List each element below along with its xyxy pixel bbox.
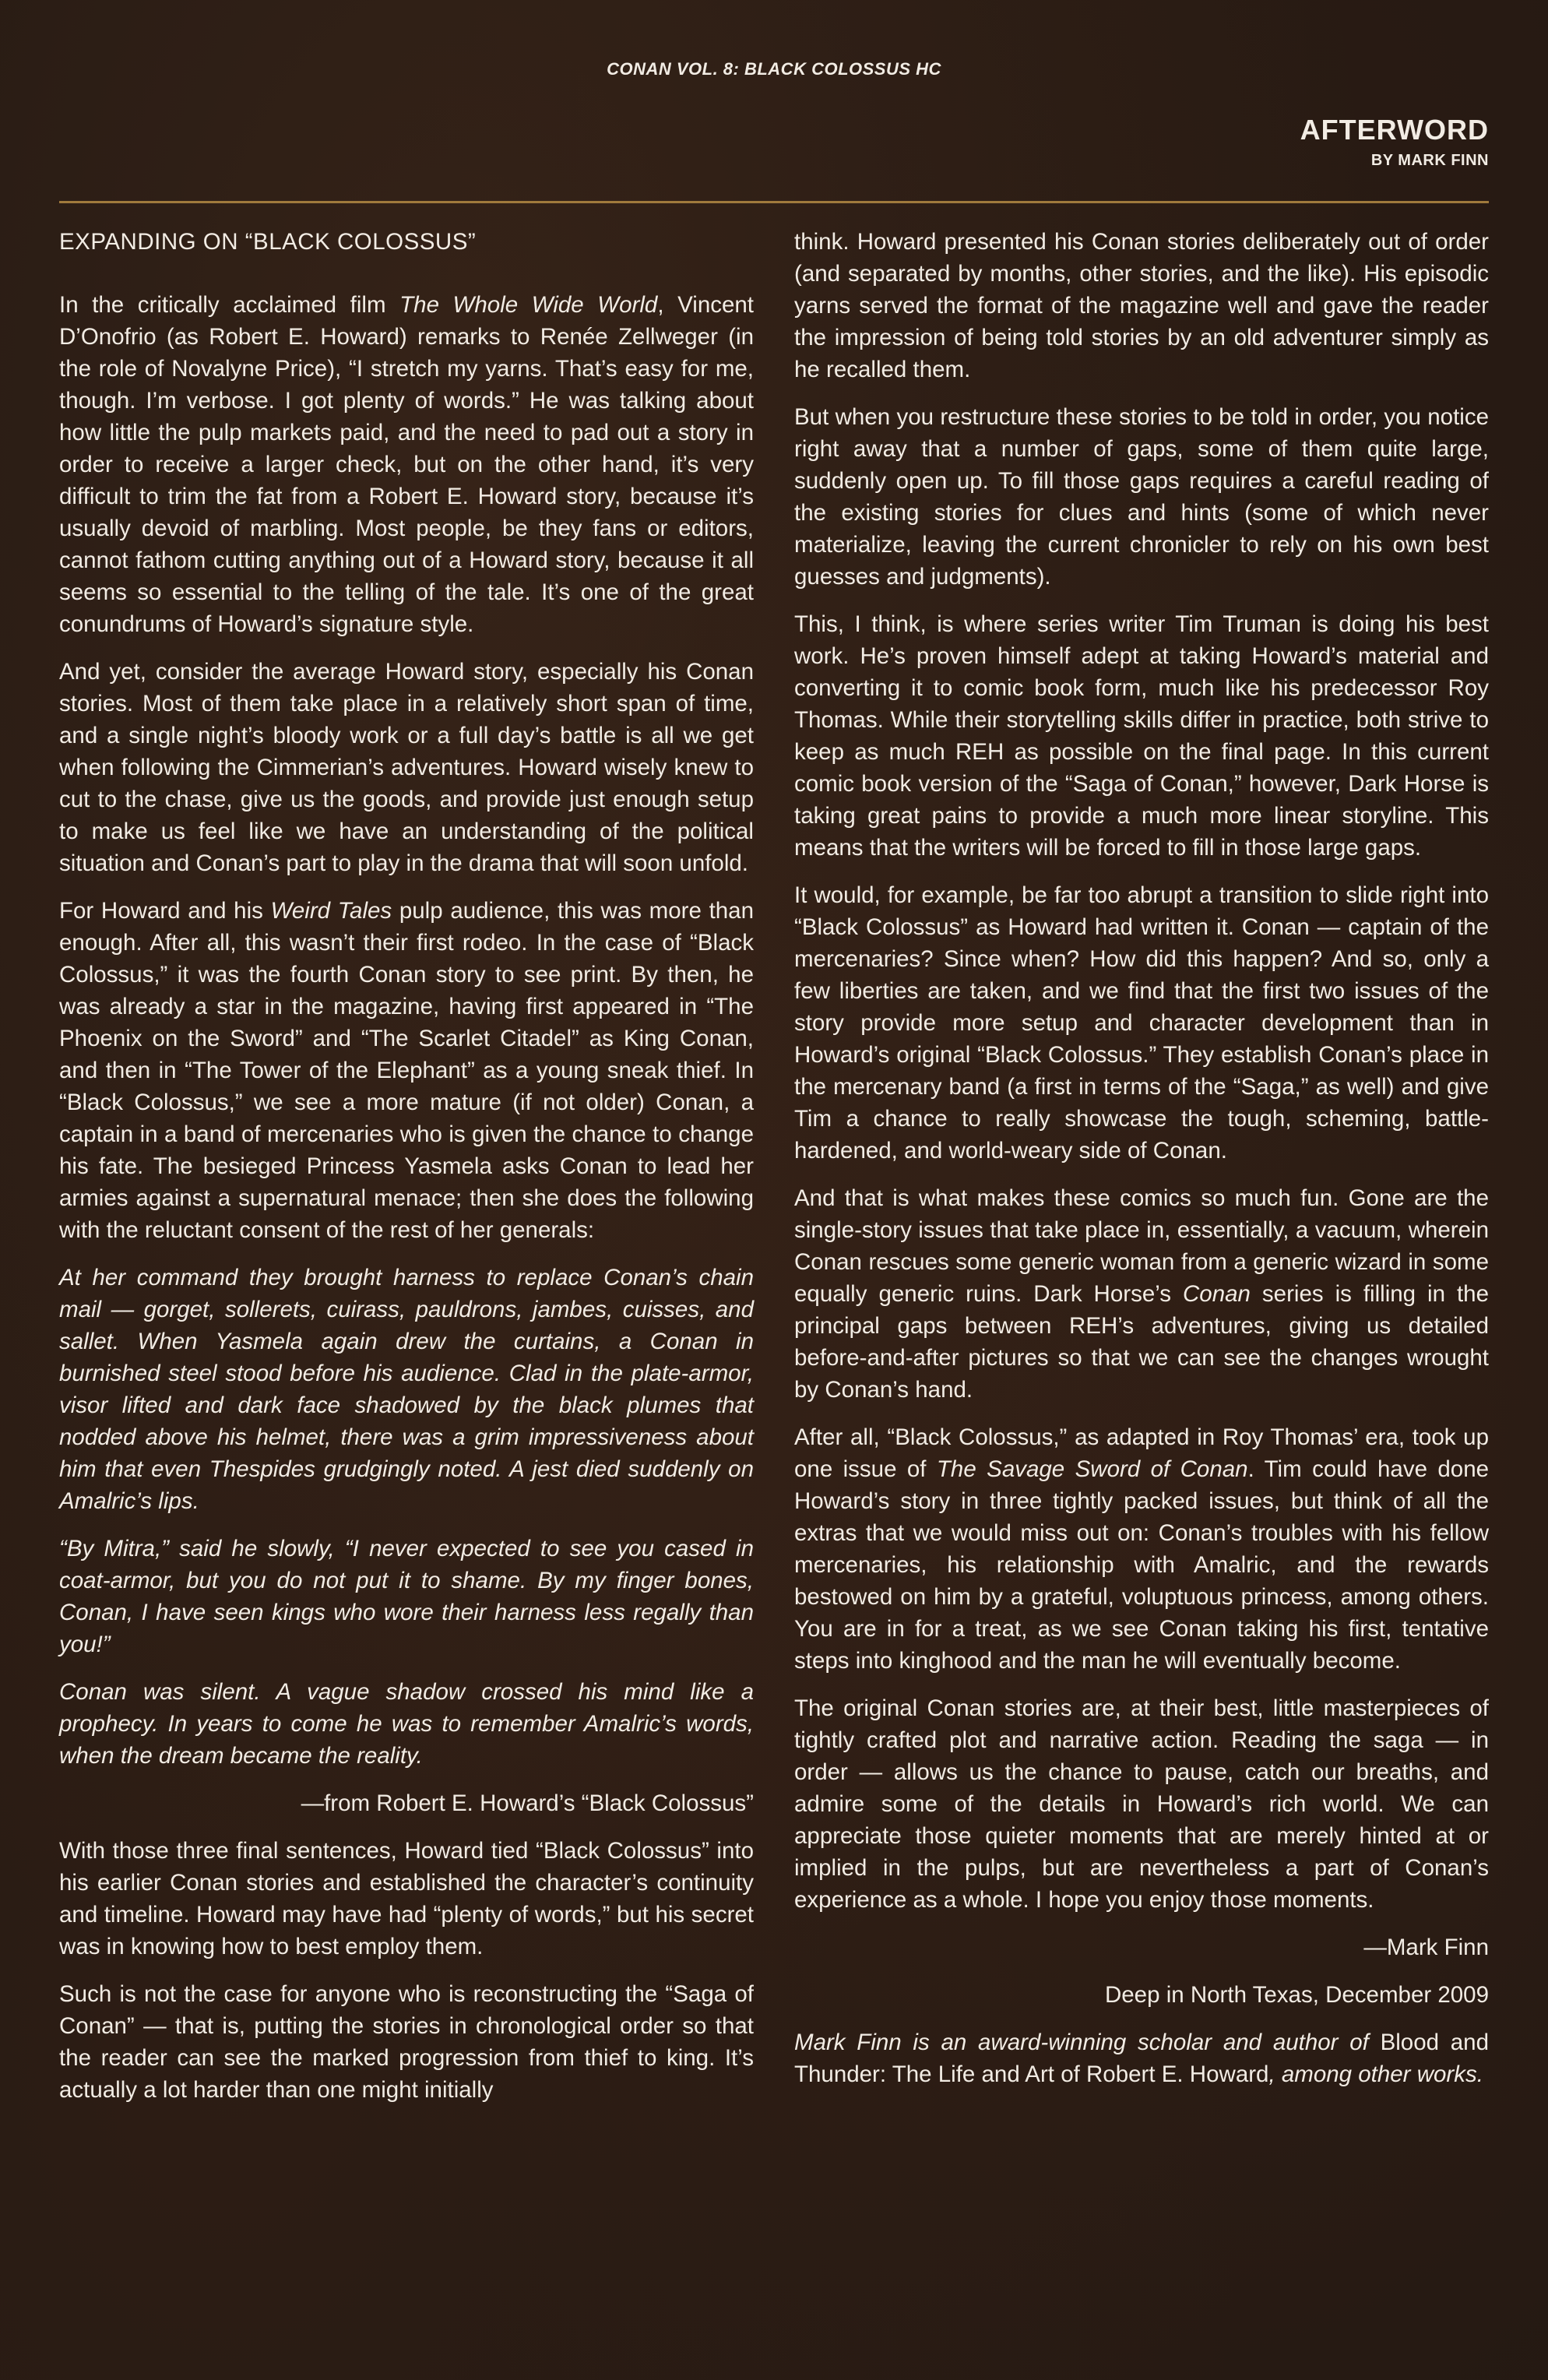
book-title: CONAN VOL. 8: BLACK COLOSSUS HC [607, 59, 941, 79]
signature: —Mark Finn [1363, 1935, 1489, 1960]
paragraph: And yet, consider the average Howard story, especially his Conan stories. Most of them take place in a relatively short span of time, and a single night’s bloody work or a full day’s battle is all we get when following the Cimmerian’s adventures. Howard wisely knew to cut to the chase, give us the goods, and provide just enough setup to make us feel like we have an understanding of the political situation and Conan’s part to play in the drama that will soon unfold. [59, 659, 754, 876]
signature-place-date: Deep in North Texas, December 2009 [1104, 1982, 1489, 2008]
text-span: pulp audience, this was more than enough. After all, this wasn’t their first rodeo. In the case of “Black Colossus,” it was the fourth Conan story to see print. By then, he was already a star in the magazine, having first appeared in “The Phoenix on the Sword” and “The Scarlet Citadel” as King Conan, and then in “The Tower of the Elephant” as a young sneak thief. In “Black Colossus,” we see a more mature (if not older) Conan, a captain in a band of mercenaries who is given the chance to change his fate. The besieged Princess Yasmela asks Conan to lead her armies against a supernatural menace; then she does the following with the reluctant consent of the rest of her generals: [59, 898, 754, 1243]
author-byline: BY MARK FINN [1370, 152, 1489, 170]
magazine-title: Weird Tales [270, 898, 392, 924]
text-span: . Tim could have done Howard’s story in three tightly packed issues, but think of all the extras that we would miss out on: Conan’s troubles with his fellow mercenaries, his relationship with Amalric, and the rewards bestowed on him by a grateful, voluptuous princess, among others. You are in for a treat, as we see Conan taking his first, tentative steps into kinghood and the man he will eventually become. [794, 1456, 1490, 1674]
text-span: series is filling in the principal gaps between REH’s adventures, giving us detailed before-and-after pictures so that we can see the changes wrought by Conan’s hand. [794, 1281, 1489, 1403]
header-divider [59, 201, 1489, 203]
bio-text: , among other works. [1268, 2061, 1483, 2087]
section-title: EXPANDING ON “BLACK COLOSSUS” [59, 229, 477, 255]
paragraph: The original Conan stories are, at their best, little masterpieces of tightly crafted plot and narrative action. Reading the saga — in order — allows us the chance to pause, catch our breaths, and admire some of the details in Howard’s rich world. We can appreciate those quieter moments that are merely hinted at or implied in the pulps, but are nevertheless a part of Conan’s experience as a whole. I hope you enjoy those moments. [794, 1695, 1489, 1913]
left-column [59, 226, 754, 2121]
text-span: For Howard and his [59, 898, 271, 924]
bio-text: Mark Finn is an award-winning scholar and author of [794, 2030, 1381, 2055]
text-span: And that is what makes these comics so much fun. Gone are the single-story issues that take place in, essentially, a vacuum, wherein Conan rescues some generic woman from a generic wizard in some equally generic ruins. Dark Horse’s [794, 1185, 1489, 1307]
right-column [794, 226, 1489, 2106]
quote-attribution: —from Robert E. Howard’s “Black Colossus” [301, 1790, 754, 1816]
paragraph [794, 1182, 1489, 1406]
series-title: Conan [1183, 1281, 1251, 1307]
text-span: , Vincent D’Onofrio (as Robert E. Howard) remarks to Renée Zellweger (in the role of Novalyne Price), “I stretch my yarns. That’s easy for me, though. I’m verbose. I got plenty of words.” He was talking about how little the pulp markets paid, and the need to pad out a story in order to receive a larger check, but on the other hand, it’s very difficult to trim the fat from a Robert E. Howard story, because it’s usually devoid of marbling. Most people, be they fans or editors, cannot fathom cutting anything out of a Howard story, because it all seems so essential to the telling of the tale. It’s one of the great conundrums of Howard’s signature style. [59, 292, 754, 637]
paragraph: But when you restructure these stories to be told in order, you notice right away that a number of gaps, some of them quite large, suddenly open up. To fill those gaps requires a careful reading of the existing stories for clues and hints (some of which never materialize, leaving the current chronicler to rely on his own best guesses and judgments). [794, 404, 1489, 590]
paragraph: Such is not the case for anyone who is reconstructing the “Saga of Conan” — that is, putting the stories in chronological order so that the reader can see the marked progression from thief to king. It’s actually a lot harder than one might initially [59, 1981, 754, 2103]
text-span: After all, “Black Colossus,” as adapted in Roy Thomas’ era, took up one issue of [794, 1424, 1489, 1482]
block-quote: Conan was silent. A vague shadow crossed his mind like a prophecy. In years to come he was to remember Amalric’s words, when the dream became the reality. [59, 1679, 754, 1769]
paragraph: This, I think, is where series writer Tim Truman is doing his best work. He’s proven himself adept at taking Howard’s material and converting it to comic book form, much like his predecessor Roy Thomas. While their storytelling skills differ in practice, both strive to keep as much REH as possible on the final page. In this current comic book version of the “Saga of Conan,” however, Dark Horse is taking great pains to provide a much more linear storyline. This means that the writers will be forced to fill in those large gaps. [794, 611, 1489, 861]
text-span: In the critically acclaimed film [59, 292, 400, 318]
block-quote: At her command they brought harness to replace Conan’s chain mail — gorget, sollerets, cuirass, pauldrons, jambes, cuisses, and sallet. When Yasmela again drew the curtains, a Conan in burnished steel stood before his audience. Clad in the plate-armor, visor lifted and dark face shadowed by the black plumes that nodded above his helmet, there was a grim impressiveness about him that even Thespides grudgingly noted. A jest died suddenly on Amalric’s lips. [59, 1265, 754, 1514]
paragraph: It would, for example, be far too abrupt a transition to slide right into “Black Colossus” as Howard had written it. Conan — captain of the mercenaries? Since when? How did this happen? And so, only a few liberties are taken, and we find that the first two issues of the story provide more setup and character development than in Howard’s original “Black Colossus.” They establish Conan’s place in the mercenary band (a first in terms of the “Saga,” as well) and give Tim a chance to really showcase the tough, scheming, battle-hardened, and world-weary side of Conan. [794, 882, 1489, 1164]
paragraph: With those three final sentences, Howard tied “Black Colossus” into his earlier Conan stories and established the character’s continuity and timeline. Howard may have had “plenty of words,” but his secret was in knowing how to best employ them. [59, 1838, 754, 1959]
paragraph: think. Howard presented his Conan stories deliberately out of order (and separated by months, other stories, and the like). His episodic yarns served the format of the magazine well and gave the reader the impression of being told stories by an old adventurer simply as he recalled them. [794, 229, 1489, 382]
magazine-title: The Savage Sword of Conan [936, 1456, 1248, 1482]
paragraph [59, 895, 754, 1246]
author-bio [794, 2026, 1489, 2090]
afterword-title: AFTERWORD [1300, 114, 1489, 146]
book-title-reference: Blood and Thunder: The Life and Art of Robert E. Howard [794, 2030, 1489, 2087]
page-heading [1300, 114, 1489, 170]
paragraph [794, 1421, 1489, 1677]
paragraph [59, 289, 754, 640]
film-title: The Whole Wide World [399, 292, 658, 318]
block-quote: “By Mitra,” said he slowly, “I never expected to see you cased in coat-armor, but you do not put it to shame. By my finger bones, Conan, I have seen kings who wore their harness less regally than you!” [59, 1536, 754, 1657]
